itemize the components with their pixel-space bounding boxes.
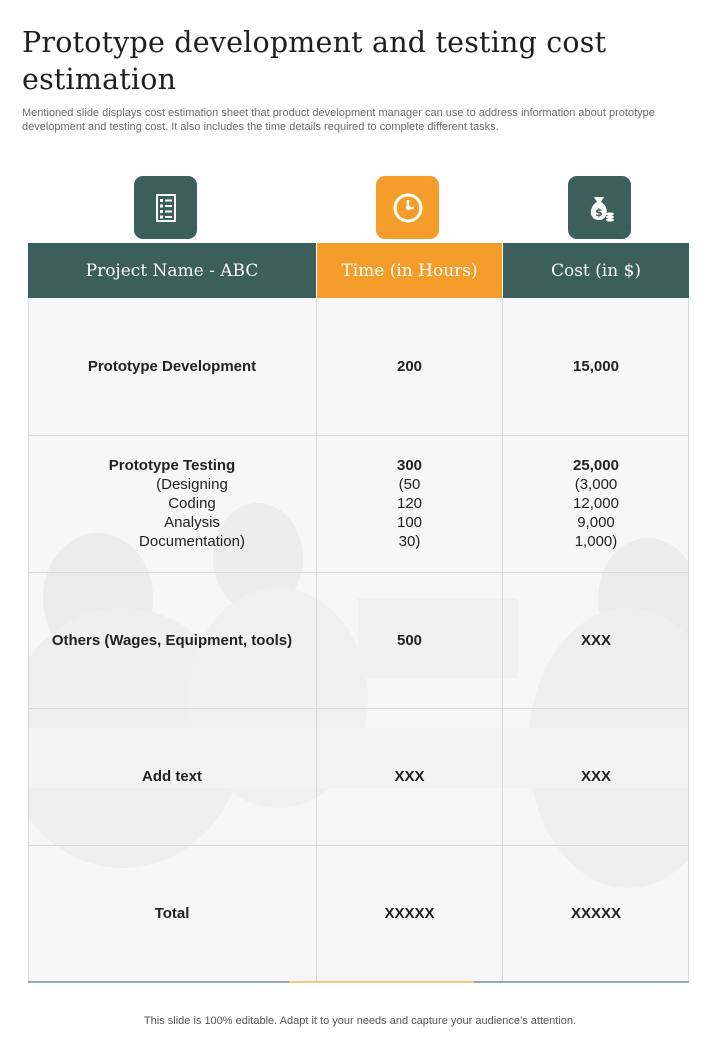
cell-text: 15,000	[573, 358, 619, 375]
checklist-icon-box	[134, 176, 197, 239]
cell-text: 500	[396, 631, 423, 649]
cost-table	[28, 243, 689, 983]
checklist-icon	[148, 190, 184, 226]
cell-text: XXXXX	[384, 904, 435, 922]
header-project-name: Project Name - ABC	[28, 243, 316, 298]
money-bag-icon-box	[568, 176, 631, 239]
cell-subtext: 100	[396, 514, 423, 531]
table-row-cost	[503, 708, 689, 845]
table-row-cost	[503, 572, 689, 708]
cell-subtext: Documentation)	[139, 533, 245, 550]
cell-text: XXXXX	[570, 904, 622, 922]
cell-sublist	[139, 475, 245, 551]
cell-text: 300	[396, 457, 423, 474]
page-title: Prototype development and testing cost estimation	[22, 26, 607, 96]
footer-note: This slide is 100% editable. Adapt it to your needs and capture your audience’s attention.	[143, 1015, 577, 1027]
cell-subtext: Coding	[168, 495, 216, 512]
cell-text: 200	[396, 358, 423, 375]
cell-sublist	[573, 475, 619, 551]
header-cost: Cost (in $)	[503, 243, 689, 298]
time-column-bottom-accent	[289, 981, 474, 983]
header-time: Time (in Hours)	[317, 243, 502, 298]
table-row-cost	[503, 298, 689, 435]
cell-subtext: 30)	[398, 533, 421, 550]
clock-icon-box	[376, 176, 439, 239]
cell-text: Prototype Testing	[108, 457, 236, 474]
cell-text: Total	[154, 904, 190, 922]
table-row-name	[28, 572, 316, 708]
cell-subtext: Analysis	[164, 514, 220, 531]
cell-subtext: 9,000	[577, 514, 615, 531]
table-row-time	[317, 298, 502, 435]
table-row-time	[317, 435, 502, 572]
table-row-cost	[503, 845, 689, 981]
table-row-name	[28, 708, 316, 845]
clock-icon	[390, 190, 426, 226]
cell-sublist	[397, 475, 422, 551]
cell-subtext: (50	[398, 476, 421, 493]
cell-text: XXX	[394, 768, 425, 785]
table-row-time	[317, 845, 502, 981]
cell-text: XXX	[580, 631, 611, 649]
cell-subtext: (3,000	[574, 476, 618, 493]
cell-text: Add text	[142, 768, 202, 785]
table-row-time	[317, 708, 502, 845]
page-subtitle: Mentioned slide displays cost estimation sheet that product development manager can use to address information about prototype development and testing cost. It also includes the time details required to complete different tasks.	[22, 107, 655, 133]
table-row-name	[28, 845, 316, 981]
cell-subtext: 1,000)	[574, 533, 618, 550]
cell-subtext: (Designing	[156, 476, 228, 493]
svg-text:$: $	[594, 205, 603, 219]
cell-text: Prototype Development	[87, 358, 257, 375]
cell-text: 25,000	[573, 457, 619, 474]
table-row-time	[317, 572, 502, 708]
table-row-cost	[503, 435, 689, 572]
cell-subtext: 120	[396, 495, 423, 512]
money-bag-icon	[582, 190, 618, 226]
cell-text: XXX	[580, 768, 611, 785]
table-row-name	[28, 435, 316, 572]
cell-text: Others (Wages, Equipment, tools)	[51, 631, 293, 649]
table-row-name	[28, 298, 316, 435]
cell-subtext: 12,000	[573, 495, 619, 512]
